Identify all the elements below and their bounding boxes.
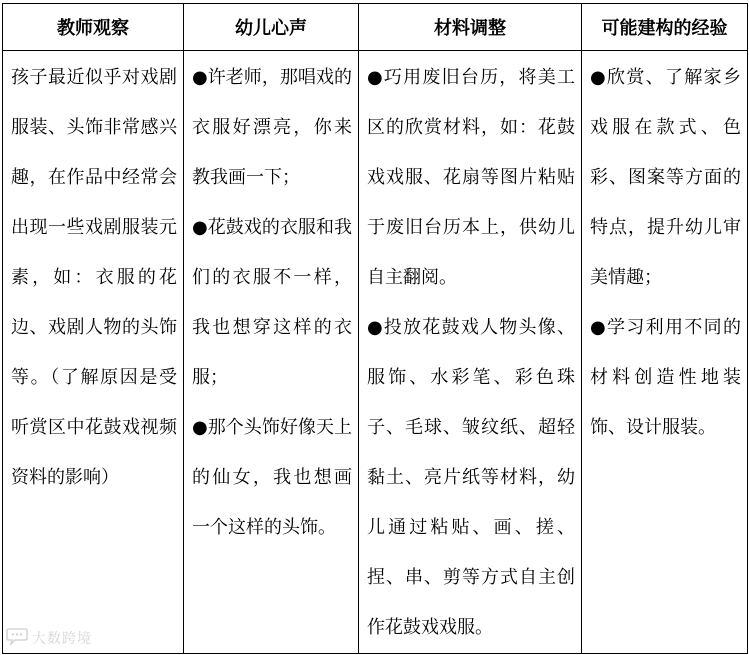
paragraph: ●学习利用不同的材料创造性地装饰、设计服装。 xyxy=(590,317,741,438)
chat-bubble-icon xyxy=(6,627,28,649)
cell-teacher-observation xyxy=(3,51,184,654)
header-child-voice: 幼儿心声 xyxy=(184,4,359,51)
paragraph: ●花鼓戏的衣服和我们的衣服不一样，我也想穿这样的衣服； xyxy=(192,217,352,388)
content-row xyxy=(3,51,748,654)
paragraph: ●那个头饰好像天上的仙女，我也想画一个这样的头饰。 xyxy=(192,417,352,538)
watermark-text: 大数跨境 xyxy=(32,631,92,647)
paragraph: ●许老师，那唱戏的衣服好漂亮，你来教我画一下； xyxy=(192,67,352,188)
cell-child-voice xyxy=(184,51,359,654)
header-possible-experience: 可能建构的经验 xyxy=(582,4,748,51)
cell-material-adjustment xyxy=(359,51,582,654)
paragraph: ●投放花鼓戏人物头像、服饰、水彩笔、彩色珠子、毛球、皱纹纸、超轻黏土、亮片纸等材料，幼儿通过粘贴、画、搓、捏、串、剪等方式自主创作花鼓戏戏服。 xyxy=(367,317,575,638)
cell-possible-experience xyxy=(582,51,748,654)
watermark xyxy=(6,626,92,650)
paragraph: 孩子最近似乎对戏剧服装、头饰非常感兴趣，在作品中经常会出现一些戏剧服装元素，如：衣服的花边、戏剧人物的头饰等。（了解原因是受听赏区中花鼓戏视频资料的影响） xyxy=(11,67,177,488)
paragraph: ●欣赏、了解家乡戏服在款式、色彩、图案等方面的特点，提升幼儿审美情趣； xyxy=(590,67,741,288)
header-row xyxy=(3,4,748,51)
header-teacher-observation: 教师观察 xyxy=(3,4,184,51)
paragraph: ●巧用废旧台历，将美工区的欣赏材料，如：花鼓戏戏服、花扇等图片粘贴于废旧台历本上，供幼儿自主翻阅。 xyxy=(367,67,575,288)
header-material-adjustment: 材料调整 xyxy=(359,4,582,51)
activity-table xyxy=(2,3,748,654)
